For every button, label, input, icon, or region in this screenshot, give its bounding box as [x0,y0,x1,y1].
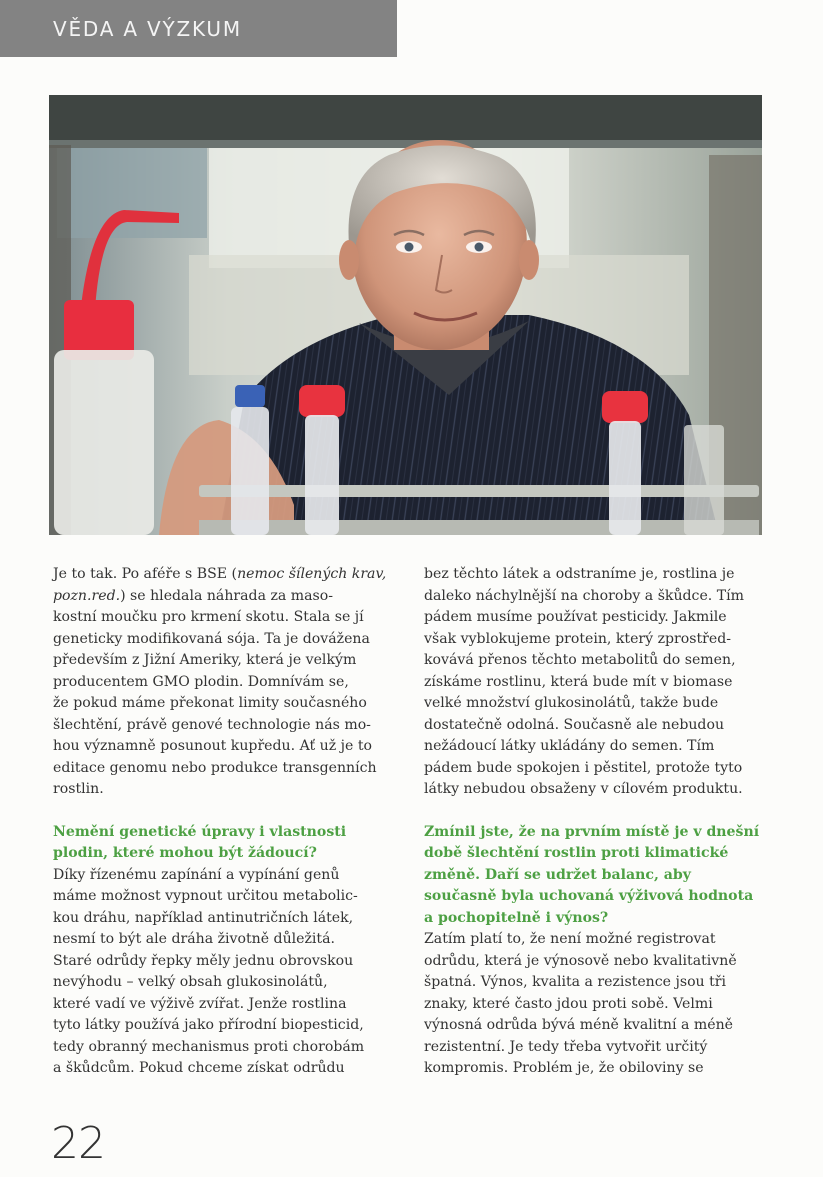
interview-question: Nemění genetické úpravy i vlastnosti plodin, které mohou být žádoucí? [53,823,347,861]
right-column [424,564,774,1080]
answer-paragraph: Zatím platí to, že není možné registrovat odrůdu, která je výnosově nebo kvalitativně špatná. Výnos, kvalita a rezistence jsou tři znaky, které často jdou proti sobě. Velmi výnosná odrůda bývá méně kvalitní a méně rezistentní. Je tedy třeba vytvořit určitý kompromis. Problém je, že obiloviny se [424,931,737,1076]
answer-paragraph: Je to tak. Po aféře s BSE (nemoc šílených krav, pozn.red.) se hledala náhrada za maso- kostní moučku pro krmení skotu. Stala se jí geneticky modifikovaná sója. Ta je dovážena především z Jižní Ameriky, která je velkým producentem GMO plodin. Domnívám se, že pokud máme překonat limity současného šlechtění, právě genové technologie nás mo- hou významně posunout kupředu. Ať už je to editace genomu nebo produkce transgenních rostlin. [53,566,387,797]
section-banner [0,0,397,57]
portrait-photo [49,95,762,535]
left-column [53,564,403,1080]
answer-paragraph: bez těchto látek a odstraníme je, rostlina je daleko náchylnější na choroby a škůdce. Tím pádem musíme používat pesticidy. Jakmile však vyblokujeme protein, který zprostřed- kovává přenos těchto metabolitů do semen, získáme rostlinu, která bude mít v biomase velké množství glukosinolátů, takže bude dostatečně odolná. Současně ale nebudou nežádoucí látky ukládány do semen. Tím pádem bude spokojen i pěstitel, protože tyto látky nebudou obsaženy v cílovém produktu. [424,566,745,797]
page-number: 22 [51,1118,105,1169]
answer-paragraph: Díky řízenému zapínání a vypínání genů máme možnost vypnout určitou metabolic- kou dráhu, například antinutričních látek, nesmí to být ale dráha životně důležitá. Staré odrůdy řepky měly jednu obrovskou nevýhodu – velký obsah glukosinolátů, které vadí ve výživě zvířat. Jenže rostlina tyto látky používá jako přírodní biopesticid, tedy obranný mechanismus proti chorobám a škůdcům. Pokud chceme získat odrůdu [53,866,365,1076]
section-title: VĚDA A VÝZKUM [53,17,242,41]
interview-question: Zmínil jste, že na prvním místě je v dnešní době šlechtění rostlin proti klimatické změně. Daří se udržet balanc, aby současně byla uchovaná výživová hodnota a pochopitelně i výnos? [424,823,760,926]
